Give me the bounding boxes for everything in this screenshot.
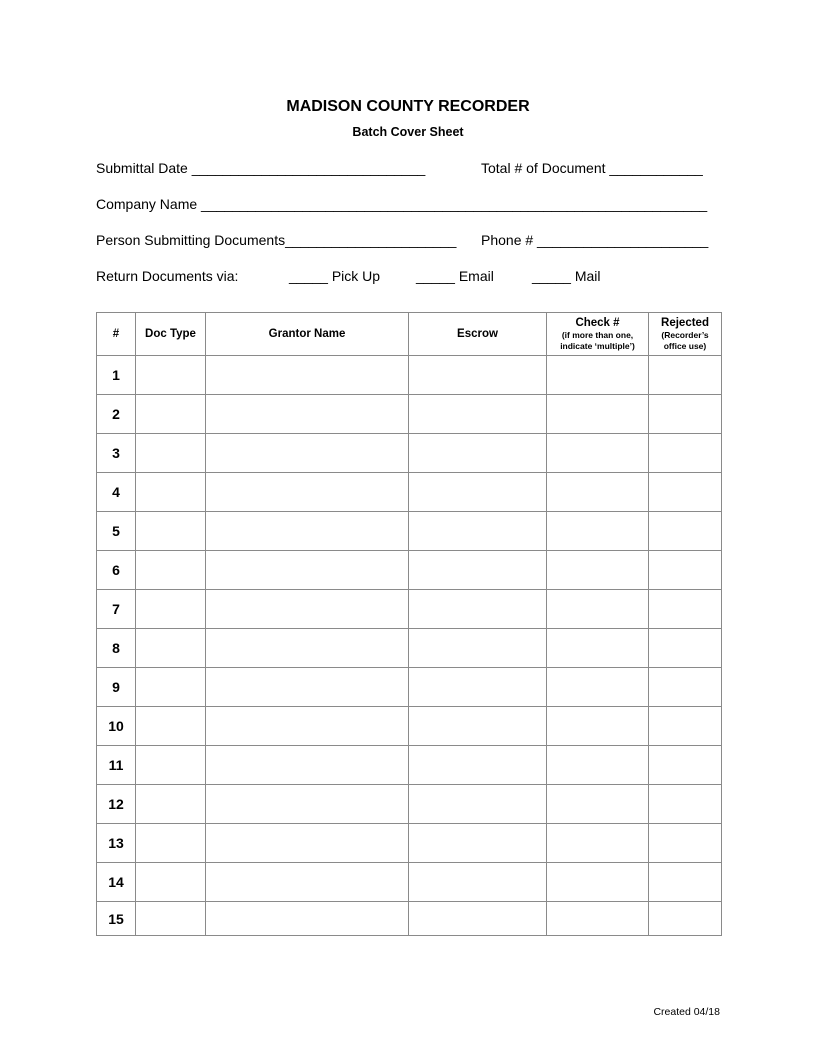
cell-grantor-name[interactable] [206,434,409,473]
cell-check[interactable] [547,551,649,590]
cell-check[interactable] [547,629,649,668]
cell-doc-type[interactable] [136,902,206,936]
company-name-field[interactable]: Company Name _________________________________________________________________ [96,196,708,212]
cell-escrow[interactable] [409,707,547,746]
cell-rejected[interactable] [649,590,722,629]
cell-escrow[interactable] [409,356,547,395]
cell-escrow[interactable] [409,863,547,902]
table-header-row [97,313,722,356]
cell-escrow[interactable] [409,902,547,936]
cell-escrow[interactable] [409,746,547,785]
cell-rejected[interactable] [649,395,722,434]
cell-grantor-name[interactable] [206,902,409,936]
page-subtitle: Batch Cover Sheet [352,125,464,139]
table-row [97,785,722,824]
created-date: Created 04/18 [653,1006,720,1018]
cell-escrow[interactable] [409,551,547,590]
table-row [97,551,722,590]
cell-check[interactable] [547,707,649,746]
cell-check[interactable] [547,902,649,936]
cell-escrow[interactable] [409,668,547,707]
cell-rejected[interactable] [649,629,722,668]
table-row [97,707,722,746]
header-rejected-label: Rejected [661,316,709,329]
cell-rejected[interactable] [649,785,722,824]
cell-check[interactable] [547,785,649,824]
cell-check[interactable] [547,590,649,629]
cell-doc-type[interactable] [136,824,206,863]
cell-escrow[interactable] [409,785,547,824]
cell-rejected[interactable] [649,863,722,902]
cell-rejected[interactable] [649,551,722,590]
cell-grantor-name[interactable] [206,512,409,551]
header-number: # [97,313,136,356]
cell-num: 13 [97,824,136,863]
table-row [97,434,722,473]
cell-escrow[interactable] [409,629,547,668]
cell-doc-type[interactable] [136,551,206,590]
cell-grantor-name[interactable] [206,824,409,863]
cell-num: 6 [97,551,136,590]
cell-num: 8 [97,629,136,668]
cell-doc-type[interactable] [136,746,206,785]
total-documents-field[interactable]: Total # of Document ____________ [481,160,703,176]
header-check-label: Check # [575,316,620,329]
cell-escrow[interactable] [409,473,547,512]
header-rejected [649,313,722,356]
header-grantor-name: Grantor Name [206,313,409,356]
cell-check[interactable] [547,863,649,902]
cell-num: 11 [97,746,136,785]
table-row [97,473,722,512]
cell-rejected[interactable] [649,668,722,707]
cell-doc-type[interactable] [136,668,206,707]
cell-grantor-name[interactable] [206,590,409,629]
header-check-note: (if more than one, indicate ‘multiple’) [560,329,635,351]
cell-escrow[interactable] [409,512,547,551]
cell-grantor-name[interactable] [206,551,409,590]
header-check [547,313,649,356]
cell-check[interactable] [547,473,649,512]
cell-num: 10 [97,707,136,746]
cell-doc-type[interactable] [136,473,206,512]
cell-grantor-name[interactable] [206,473,409,512]
cell-check[interactable] [547,746,649,785]
table-row [97,863,722,902]
return-pickup-option[interactable]: _____ Pick Up [289,268,381,284]
cell-doc-type[interactable] [136,863,206,902]
cell-doc-type[interactable] [136,395,206,434]
cell-num: 3 [97,434,136,473]
cell-check[interactable] [547,512,649,551]
cell-rejected[interactable] [649,824,722,863]
cell-rejected[interactable] [649,473,722,512]
phone-field[interactable]: Phone # ______________________ [481,232,709,248]
cell-check[interactable] [547,824,649,863]
batch-table [96,312,722,936]
cell-grantor-name[interactable] [206,668,409,707]
cell-grantor-name[interactable] [206,629,409,668]
table-row [97,824,722,863]
page-title: MADISON COUNTY RECORDER [286,98,530,115]
cell-check[interactable] [547,395,649,434]
person-submitting-field[interactable]: Person Submitting Documents______________________ [96,232,457,248]
cell-doc-type[interactable] [136,356,206,395]
table-row [97,590,722,629]
table-row [97,356,722,395]
cell-num: 12 [97,785,136,824]
return-email-option[interactable]: _____ Email [416,268,494,284]
table-row [97,395,722,434]
header-rejected-note: (Recorder’s office use) [661,329,709,351]
cell-doc-type[interactable] [136,629,206,668]
cell-num: 14 [97,863,136,902]
cell-rejected[interactable] [649,356,722,395]
cell-doc-type[interactable] [136,434,206,473]
cell-grantor-name[interactable] [206,356,409,395]
cell-doc-type[interactable] [136,707,206,746]
cell-escrow[interactable] [409,395,547,434]
cell-escrow[interactable] [409,590,547,629]
cell-num: 2 [97,395,136,434]
cell-rejected[interactable] [649,434,722,473]
header-doc-type: Doc Type [136,313,206,356]
cell-check[interactable] [547,668,649,707]
cell-escrow[interactable] [409,434,547,473]
cell-grantor-name[interactable] [206,395,409,434]
cell-grantor-name[interactable] [206,785,409,824]
table-row [97,512,722,551]
cell-num: 1 [97,356,136,395]
cell-rejected[interactable] [649,902,722,936]
cell-num: 9 [97,668,136,707]
cell-rejected[interactable] [649,746,722,785]
cell-grantor-name[interactable] [206,863,409,902]
cell-rejected[interactable] [649,512,722,551]
cell-grantor-name[interactable] [206,746,409,785]
cell-doc-type[interactable] [136,590,206,629]
submittal-date-field[interactable]: Submittal Date ______________________________ [96,160,426,176]
cell-doc-type[interactable] [136,785,206,824]
table-row [97,902,722,936]
table-row [97,629,722,668]
cell-check[interactable] [547,434,649,473]
cell-escrow[interactable] [409,824,547,863]
table-row [97,668,722,707]
header-escrow: Escrow [409,313,547,356]
cell-num: 4 [97,473,136,512]
cell-num: 5 [97,512,136,551]
cell-rejected[interactable] [649,707,722,746]
cell-num: 7 [97,590,136,629]
return-documents-label: Return Documents via: [96,268,239,284]
cell-doc-type[interactable] [136,512,206,551]
cell-grantor-name[interactable] [206,707,409,746]
table-row [97,746,722,785]
cell-num: 15 [97,902,136,936]
cell-check[interactable] [547,356,649,395]
return-mail-option[interactable]: _____ Mail [532,268,601,284]
